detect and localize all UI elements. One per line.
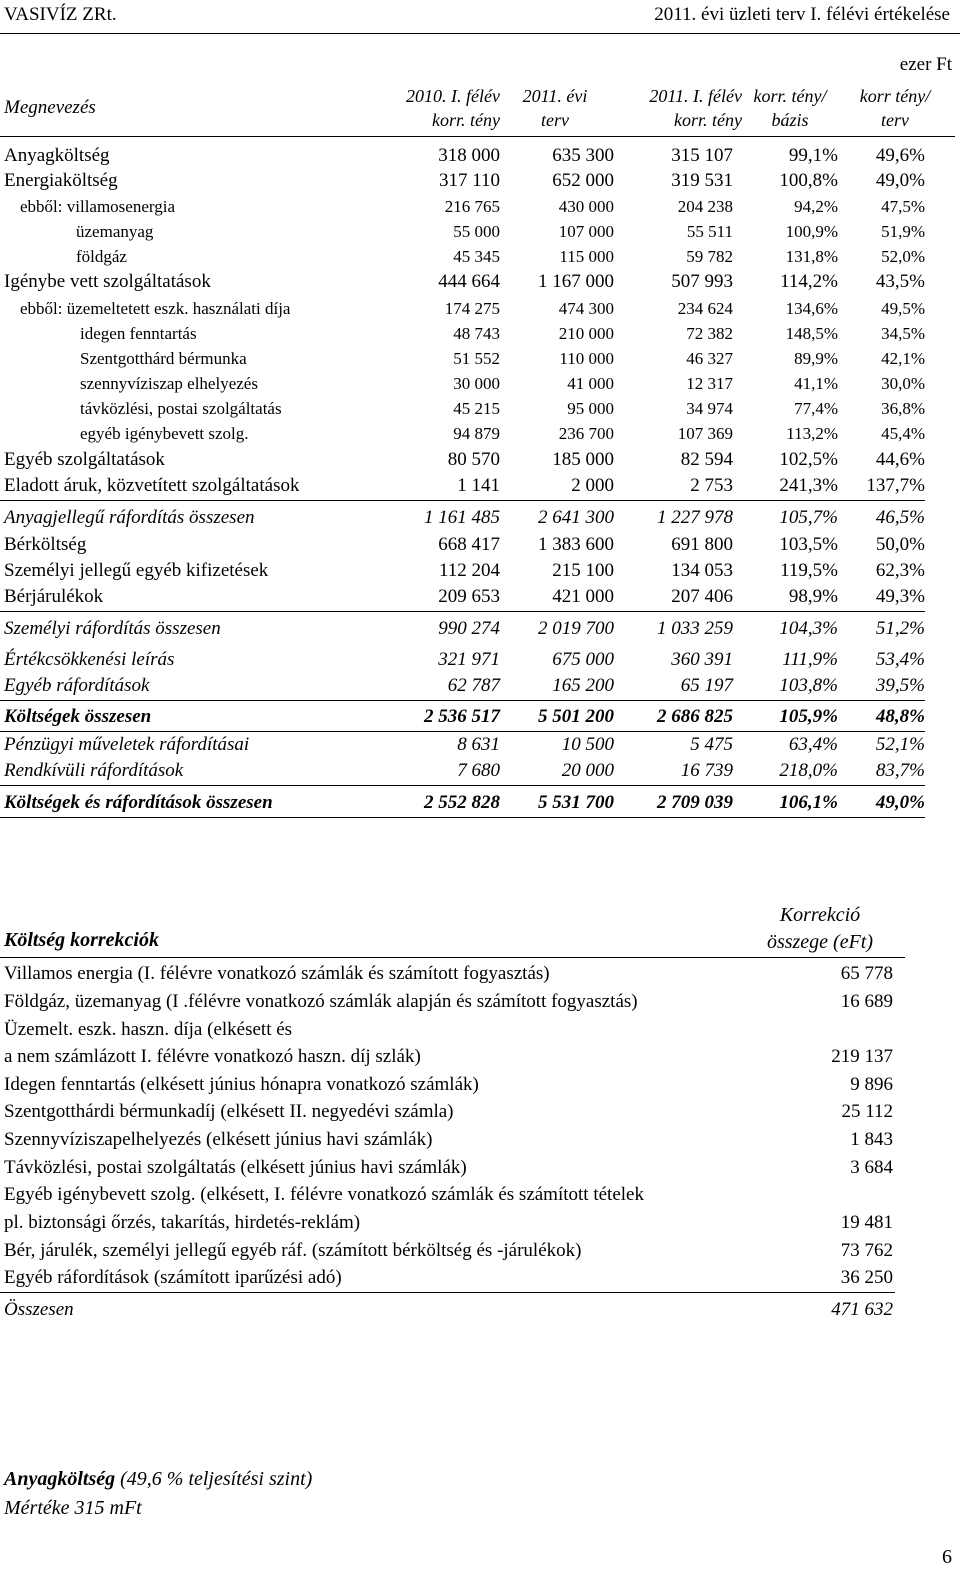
table-rule [0,700,925,701]
value-2010-h1: 2 536 517 [424,706,500,727]
correction-amount: 219 137 [831,1046,893,1067]
table-row [0,144,960,168]
value-2011-plan: 421 000 [552,586,614,607]
value-2011-plan: 2 000 [571,475,614,496]
corrections-rule [0,957,905,958]
value-2010-h1: 216 765 [444,197,500,216]
column-header-line: 2010. I. félév [406,86,500,106]
ratio-vs-base: 111,9% [782,649,838,670]
ratio-vs-base: 99,1% [788,145,838,166]
ratio-vs-plan: 49,6% [875,145,925,166]
ratio-vs-base: 241,3% [779,475,838,496]
row-label: szennyvíziszap elhelyezés [80,374,258,393]
table-rule [0,731,925,732]
header-document-title: 2011. évi üzleti terv I. félévi értékelése [654,4,950,25]
value-2010-h1: 174 275 [444,299,500,318]
column-header-2010-h1 [360,84,500,136]
value-2011-h1: 134 053 [671,560,733,581]
ratio-vs-plan: 62,3% [875,560,925,581]
correction-row [0,1126,960,1153]
value-2010-h1: 30 000 [453,374,500,393]
row-label: Személyi ráfordítás összesen [4,618,221,639]
table-row [0,674,960,698]
value-2010-h1: 48 743 [453,324,500,343]
ratio-vs-plan: 49,0% [875,792,925,813]
row-label: Szentgotthárd bérmunka [80,349,247,368]
correction-amount: 9 896 [850,1074,893,1095]
summary-line-2: Mértéke 315 mFt [4,1497,142,1519]
value-2011-plan: 115 000 [559,247,614,266]
value-2011-plan: 2 641 300 [538,507,614,528]
value-2011-plan: 165 200 [552,675,614,696]
correction-row [0,1016,960,1043]
value-2011-plan: 5 501 200 [538,706,614,727]
ratio-vs-plan: 137,7% [866,475,925,496]
value-2011-h1: 360 391 [671,649,733,670]
row-label: ebből: villamosenergia [20,197,176,216]
value-2011-h1: 82 594 [680,449,733,470]
correction-amount: 73 762 [840,1240,893,1261]
row-label: egyéb igénybevett szolg. [80,424,249,443]
header-rule [0,33,960,34]
ratio-vs-base: 134,6% [785,299,838,318]
value-2011-plan: 185 000 [552,449,614,470]
table-row [0,559,960,583]
value-2011-plan: 95 000 [567,399,614,418]
ratio-vs-plan: 39,5% [875,675,925,696]
row-label: Bérjárulékok [4,586,104,607]
value-2010-h1: 668 417 [438,534,500,555]
column-header-vs-plan [840,84,950,136]
table-row [0,533,960,557]
value-2010-h1: 45 345 [453,247,500,266]
corrections-amount-header-line: Korrekció [779,904,861,926]
ratio-vs-base: 148,5% [785,324,838,343]
value-2011-plan: 110 000 [559,349,614,368]
value-2011-h1: 5 475 [690,734,733,755]
correction-row [0,1071,960,1098]
unit-label: ezer Ft [899,54,952,75]
value-2011-plan: 675 000 [552,649,614,670]
ratio-vs-base: 113,2% [786,424,838,443]
value-2011-plan: 1 167 000 [538,271,614,292]
value-2010-h1: 51 552 [453,349,500,368]
ratio-vs-plan: 46,5% [875,507,925,528]
value-2010-h1: 45 215 [453,399,500,418]
column-header-line: terv [541,110,569,130]
value-2011-plan: 107 000 [558,222,614,241]
value-2011-plan: 635 300 [552,145,614,166]
value-2011-h1: 315 107 [671,145,733,166]
value-2010-h1: 62 787 [447,675,500,696]
column-header-rule [0,136,955,137]
value-2011-h1: 16 739 [680,760,733,781]
value-2011-h1: 234 624 [677,299,733,318]
ratio-vs-plan: 51,9% [881,222,925,241]
table-row [0,648,960,672]
value-2011-plan: 652 000 [552,170,614,191]
table-row [0,245,960,269]
ratio-vs-base: 103,8% [779,675,838,696]
value-2010-h1: 1 161 485 [424,507,500,528]
value-2010-h1: 317 110 [438,170,500,191]
row-label: Értékcsökkenési leírás [4,649,175,670]
table-row [0,705,960,729]
value-2010-h1: 318 000 [438,145,500,166]
correction-row [0,960,960,987]
correction-row [0,1181,960,1208]
ratio-vs-base: 102,5% [779,449,838,470]
row-label: Költségek és ráfordítások összesen [4,792,273,813]
table-row [0,422,960,446]
table-row [0,297,960,321]
value-2010-h1: 112 204 [438,560,500,581]
row-label: Igénybe vett szolgáltatások [4,271,211,292]
table-row [0,270,960,294]
column-header-line: korr. tény [432,110,500,130]
ratio-vs-plan: 49,0% [875,170,925,191]
correction-text: Egyéb ráfordítások (számított iparűzési adó) [4,1267,342,1288]
correction-text: Távközlési, postai szolgáltatás (elkésett június havi számlák) [4,1157,467,1178]
correction-text: Idegen fenntartás (elkésett június hónapra vonatkozó számlák) [4,1074,479,1095]
correction-row [0,1237,960,1264]
value-2011-plan: 474 300 [558,299,614,318]
ratio-vs-base: 100,8% [779,170,838,191]
correction-text: Egyéb igénybevett szolg. (elkésett, I. félévre vonatkozó számlák és számított tételek [4,1184,644,1205]
value-2011-h1: 204 238 [677,197,733,216]
column-header-line: korr. tény/ [753,86,827,106]
correction-amount: 65 778 [840,963,893,984]
value-2010-h1: 444 664 [438,271,500,292]
ratio-vs-plan: 51,2% [875,618,925,639]
ratio-vs-base: 63,4% [788,734,838,755]
table-row [0,474,960,498]
ratio-vs-base: 106,1% [779,792,838,813]
ratio-vs-plan: 53,4% [875,649,925,670]
value-2010-h1: 990 274 [438,618,500,639]
ratio-vs-base: 98,9% [788,586,838,607]
column-header-vs-base [740,84,840,136]
ratio-vs-plan: 42,1% [881,349,925,368]
page-number: 6 [942,1546,952,1568]
table-row [0,397,960,421]
value-2011-h1: 1 227 978 [657,507,733,528]
ratio-vs-plan: 44,6% [875,449,925,470]
row-label: Egyéb szolgáltatások [4,449,165,470]
table-row [0,617,960,641]
row-label: ebből: üzemeltetett eszk. használati díja [20,299,291,318]
value-2010-h1: 1 141 [457,475,500,496]
ratio-vs-plan: 45,4% [881,424,925,443]
column-header-line: terv [881,110,909,130]
ratio-vs-base: 41,1% [794,374,838,393]
correction-amount: 3 684 [850,1157,893,1178]
table-rule [0,611,925,612]
table-row [0,733,960,757]
correction-row [0,1043,960,1070]
value-2011-plan: 5 531 700 [538,792,614,813]
correction-text: Összesen [4,1299,74,1320]
value-2011-h1: 59 782 [686,247,733,266]
ratio-vs-plan: 36,8% [881,399,925,418]
correction-row [0,1209,960,1236]
value-2011-h1: 65 197 [680,675,733,696]
column-header-2011-h1 [612,84,742,136]
value-2011-h1: 2 753 [690,475,733,496]
table-row [0,759,960,783]
correction-row [0,988,960,1015]
correction-text: Szentgotthárdi bérmunkadíj (elkésett II. negyedévi számla) [4,1101,454,1122]
value-2011-h1: 72 382 [686,324,733,343]
row-label: Személyi jellegű egyéb kifizetések [4,560,269,581]
table-row [0,448,960,472]
value-2011-plan: 20 000 [561,760,614,781]
value-2011-h1: 2 709 039 [657,792,733,813]
table-row [0,585,960,609]
column-header-name: Megnevezés [4,97,96,118]
row-label: Anyagjellegű ráfordítás összesen [4,507,255,528]
correction-row [0,1154,960,1181]
row-label: Költségek összesen [4,706,152,727]
value-2011-h1: 55 511 [686,222,733,241]
value-2011-h1: 46 327 [686,349,733,368]
value-2011-h1: 207 406 [671,586,733,607]
value-2011-plan: 430 000 [558,197,614,216]
ratio-vs-plan: 52,0% [881,247,925,266]
summary-label: Anyagköltség [4,1468,116,1490]
row-label: Eladott áruk, közvetített szolgáltatások [4,475,300,496]
correction-amount: 36 250 [840,1267,893,1288]
corrections-amount-header [740,902,900,956]
ratio-vs-base: 105,9% [779,706,838,727]
row-label: távközlési, postai szolgáltatás [80,399,282,418]
corrections-title: Költség korrekciók [4,929,159,951]
value-2010-h1: 7 680 [457,760,500,781]
value-2011-plan: 1 383 600 [538,534,614,555]
ratio-vs-plan: 47,5% [881,197,925,216]
ratio-vs-plan: 50,0% [875,534,925,555]
table-row [0,195,960,219]
row-label: Anyagköltség [4,145,110,166]
correction-text: pl. biztonsági őrzés, takarítás, hirdetés-reklám) [4,1212,361,1233]
ratio-vs-plan: 43,5% [875,271,925,292]
value-2011-h1: 12 317 [686,374,733,393]
column-header-line: korr tény/ [859,86,931,106]
ratio-vs-base: 104,3% [779,618,838,639]
value-2010-h1: 80 570 [447,449,500,470]
value-2011-plan: 2 019 700 [538,618,614,639]
value-2011-h1: 2 686 825 [657,706,733,727]
ratio-vs-base: 100,9% [785,222,838,241]
value-2011-h1: 34 974 [686,399,733,418]
correction-amount: 19 481 [840,1212,893,1233]
value-2011-h1: 691 800 [671,534,733,555]
summary-level: (49,6 % teljesítési szint) [115,1468,313,1490]
corrections-amount-header-line: összege (eFt) [766,931,874,953]
value-2011-h1: 107 369 [677,424,733,443]
correction-row [0,1098,960,1125]
ratio-vs-base: 89,9% [794,349,838,368]
corrections-total-rule [0,1292,895,1293]
row-label: Egyéb ráfordítások [4,675,150,696]
table-row [0,220,960,244]
table-row [0,791,960,815]
correction-text: Földgáz, üzemanyag (I .félévre vonatkozó számlák alapján és számított fogyasztás) [4,991,638,1012]
row-label: Bérköltség [4,534,87,555]
table-row [0,322,960,346]
ratio-vs-base: 218,0% [779,760,838,781]
table-row [0,506,960,530]
row-label: Rendkívüli ráfordítások [4,760,184,781]
value-2011-plan: 236 700 [558,424,614,443]
ratio-vs-base: 131,8% [785,247,838,266]
header-company: VASIVÍZ ZRt. [4,4,117,25]
summary-line-1 [4,1468,312,1491]
value-2010-h1: 209 653 [438,586,500,607]
ratio-vs-base: 119,5% [780,560,838,581]
ratio-vs-plan: 49,3% [875,586,925,607]
ratio-vs-plan: 83,7% [875,760,925,781]
column-header-line: 2011. I. félév [649,86,742,106]
value-2010-h1: 2 552 828 [424,792,500,813]
correction-text: Villamos energia (I. félévre vonatkozó számlák és számított fogyasztás) [4,963,550,984]
ratio-vs-plan: 49,5% [881,299,925,318]
row-label: Pénzügyi műveletek ráfordításai [4,734,250,755]
value-2010-h1: 8 631 [457,734,500,755]
value-2010-h1: 94 879 [453,424,500,443]
table-rule [0,785,925,786]
table-row [0,169,960,193]
ratio-vs-plan: 48,8% [875,706,925,727]
column-header-2011-plan [500,84,610,136]
column-header-line: bázis [771,110,809,130]
ratio-vs-base: 114,2% [780,271,838,292]
column-header-line: 2011. évi [522,86,588,106]
value-2010-h1: 55 000 [453,222,500,241]
correction-row [0,1296,960,1323]
ratio-vs-base: 103,5% [779,534,838,555]
row-label: földgáz [76,247,127,266]
value-2011-plan: 10 500 [561,734,614,755]
ratio-vs-base: 77,4% [794,399,838,418]
value-2011-h1: 507 993 [671,271,733,292]
correction-text: Bér, járulék, személyi jellegű egyéb ráf. (számított bérköltség és -járulékok) [4,1240,582,1261]
correction-text: Szennyvíziszapelhelyezés (elkésett június havi számlák) [4,1129,433,1150]
table-rule [0,817,925,818]
value-2011-plan: 41 000 [567,374,614,393]
ratio-vs-base: 105,7% [779,507,838,528]
table-row [0,347,960,371]
correction-amount: 25 112 [841,1101,893,1122]
correction-amount: 471 632 [831,1299,893,1320]
ratio-vs-base: 94,2% [794,197,838,216]
value-2011-plan: 210 000 [558,324,614,343]
ratio-vs-plan: 30,0% [881,374,925,393]
value-2011-h1: 319 531 [671,170,733,191]
correction-amount: 16 689 [840,991,893,1012]
value-2011-h1: 1 033 259 [657,618,733,639]
ratio-vs-plan: 34,5% [881,324,925,343]
correction-row [0,1264,960,1291]
row-label: idegen fenntartás [80,324,197,343]
correction-text: a nem számlázott I. félévre vonatkozó haszn. díj szlák) [4,1046,421,1067]
table-row [0,372,960,396]
value-2010-h1: 321 971 [438,649,500,670]
correction-amount: 1 843 [850,1129,893,1150]
ratio-vs-plan: 52,1% [875,734,925,755]
table-rule [0,500,925,501]
value-2011-plan: 215 100 [552,560,614,581]
correction-text: Üzemelt. eszk. haszn. díja (elkésett és [4,1019,293,1040]
row-label: üzemanyag [76,222,154,241]
row-label: Energiaköltség [4,170,118,191]
column-header-line: korr. tény [674,110,742,130]
